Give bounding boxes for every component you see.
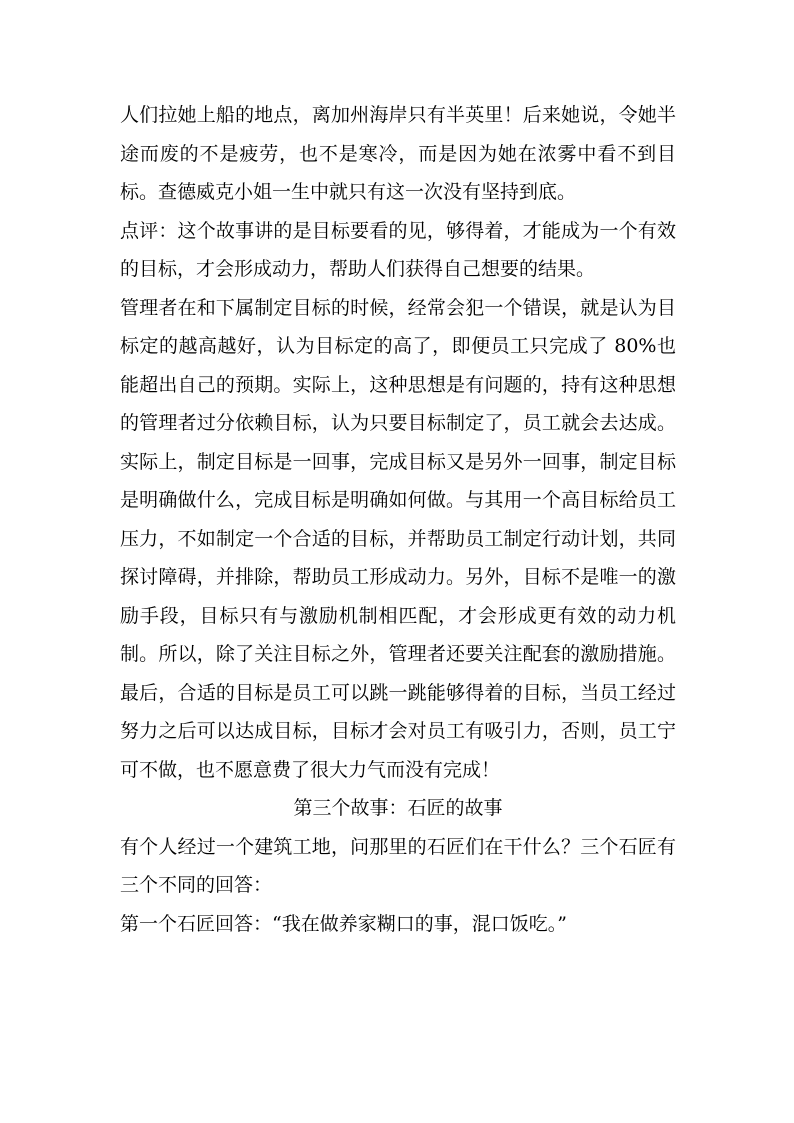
first-mason-answer-paragraph: 第一个石匠回答：“我在做养家糊口的事，混口饭吃。”	[120, 912, 567, 935]
commentary-paragraph: 点评：这个故事讲的是目标要看的见，够得着，才能成为一个有效的目标，才会形成动力，帮助人们获得自己想要的结果。	[120, 219, 676, 280]
story-intro-paragraph: 有个人经过一个建筑工地，问那里的石匠们在干什么？三个石匠有三个不同的回答：	[120, 835, 676, 896]
management-analysis-paragraph: 管理者在和下属制定目标的时候，经常会犯一个错误，就是认为目标定的越高越好，认为目标定的高了，即便员工只完成了 80%也能超出自己的预期。实际上，这种思想是有问题的，持有这种思想的管理者过分依赖目标，认为只要目标制定了，员工就会去达成。实际上，制定目标是一回事，完成目标又是另外一回事，制定目标是明确做什么，完成目标是明确如何做。与其用一个高目标给员工压力，不如制定一个合适的目标，并帮助员工制定行动计划，共同探讨障碍，并排除，帮助员工形成动力。另外，目标不是唯一的激励手段，目标只有与激励机制相匹配，才会形成更有效的动力机制。所以，除了关注目标之外，管理者还要关注配套的激励措施。最后，合适的目标是员工可以跳一跳能够得着的目标，当员工经过努力之后可以达成目标，目标才会对员工有吸引力，否则，员工宁可不做，也不愿意费了很大力气而没有完成！	[120, 296, 676, 781]
document-body	[120, 96, 676, 943]
section-heading: 第三个故事：石匠的故事	[293, 797, 503, 819]
story-ending-paragraph: 人们拉她上船的地点，离加州海岸只有半英里！后来她说，令她半途而废的不是疲劳，也不是寒冷，而是因为她在浓雾中看不到目标。查德威克小姐一生中就只有这一次没有坚持到底。	[120, 104, 676, 203]
